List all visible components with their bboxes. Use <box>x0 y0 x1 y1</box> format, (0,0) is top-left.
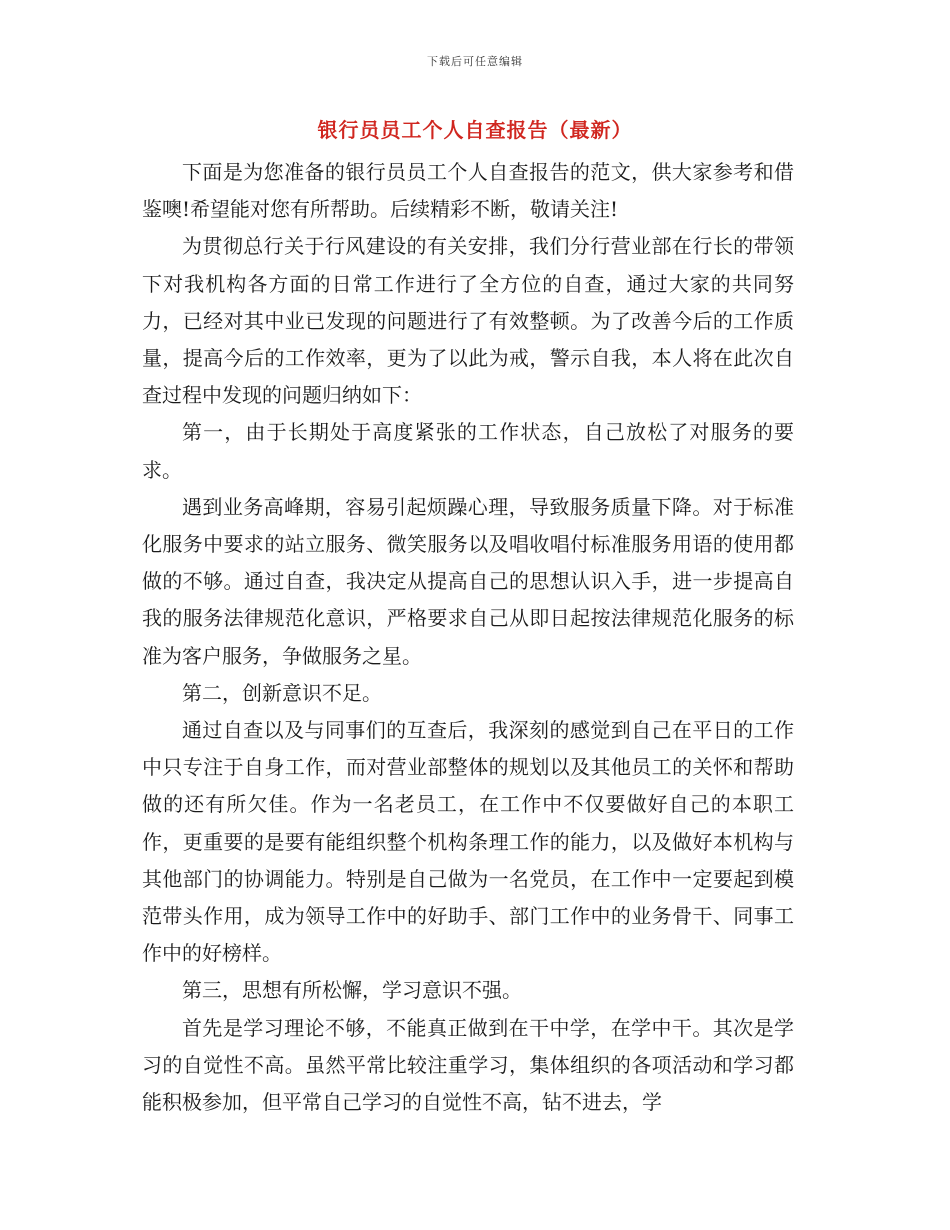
paragraph: 首先是学习理论不够，不能真正做到在干中学，在学中干。其次是学习的自觉性不高。虽然平常比较注重学习，集体组织的各项活动和学习都能积极参加，但平常自己学习的自觉性不高，钻不进去，学 <box>142 1015 794 1115</box>
paragraph: 为贯彻总行关于行风建设的有关安排，我们分行营业部在行长的带领下对我机构各方面的日常工作进行了全方位的自查，通过大家的共同努力，已经对其中业已发现的问题进行了有效整顿。为了改善今后的工作质量，提高今后的工作效率，更为了以此为戒，警示自我，本人将在此次自查过程中发现的问题归纳如下： <box>142 234 794 408</box>
paragraph: 通过自查以及与同事们的互查后，我深刻的感觉到自己在平日的工作中只专注于自身工作，而对营业部整体的规划以及其他员工的关怀和帮助做的还有所欠佳。作为一名老员工，在工作中不仅要做好自己的本职工作，更重要的是要有能组织整个机构条理工作的能力，以及做好本机构与其他部门的协调能力。特别是自己做为一名党员，在工作中一定要起到模范带头作用，成为领导工作中的好助手、部门工作中的业务骨干、同事工作中的好榜样。 <box>142 718 794 966</box>
paragraph: 遇到业务高峰期，容易引起烦躁心理，导致服务质量下降。对于标准化服务中要求的站立服务、微笑服务以及唱收唱付标准服务用语的使用都做的不够。通过自查，我决定从提高自己的思想认识入手，进一步提高自我的服务法律规范化意识，严格要求自己从即日起按法律规范化服务的标准为客户服务，争做服务之星。 <box>142 494 794 668</box>
document-body <box>142 154 794 1121</box>
paragraph: 下面是为您准备的银行员员工个人自查报告的范文，供大家参考和借鉴噢!希望能对您有所帮助。后续精彩不断，敬请关注! <box>142 160 794 222</box>
paragraph: 第三，思想有所松懈，学习意识不强。 <box>182 978 522 1003</box>
header-note: 下载后可任意编辑 <box>427 55 523 68</box>
paragraph: 第一，由于长期处于高度紧张的工作状态，自己放松了对服务的要求。 <box>142 420 794 482</box>
document-title: 银行员员工个人自查报告（最新） <box>317 118 633 142</box>
paragraph: 第二，创新意识不足。 <box>182 680 382 705</box>
